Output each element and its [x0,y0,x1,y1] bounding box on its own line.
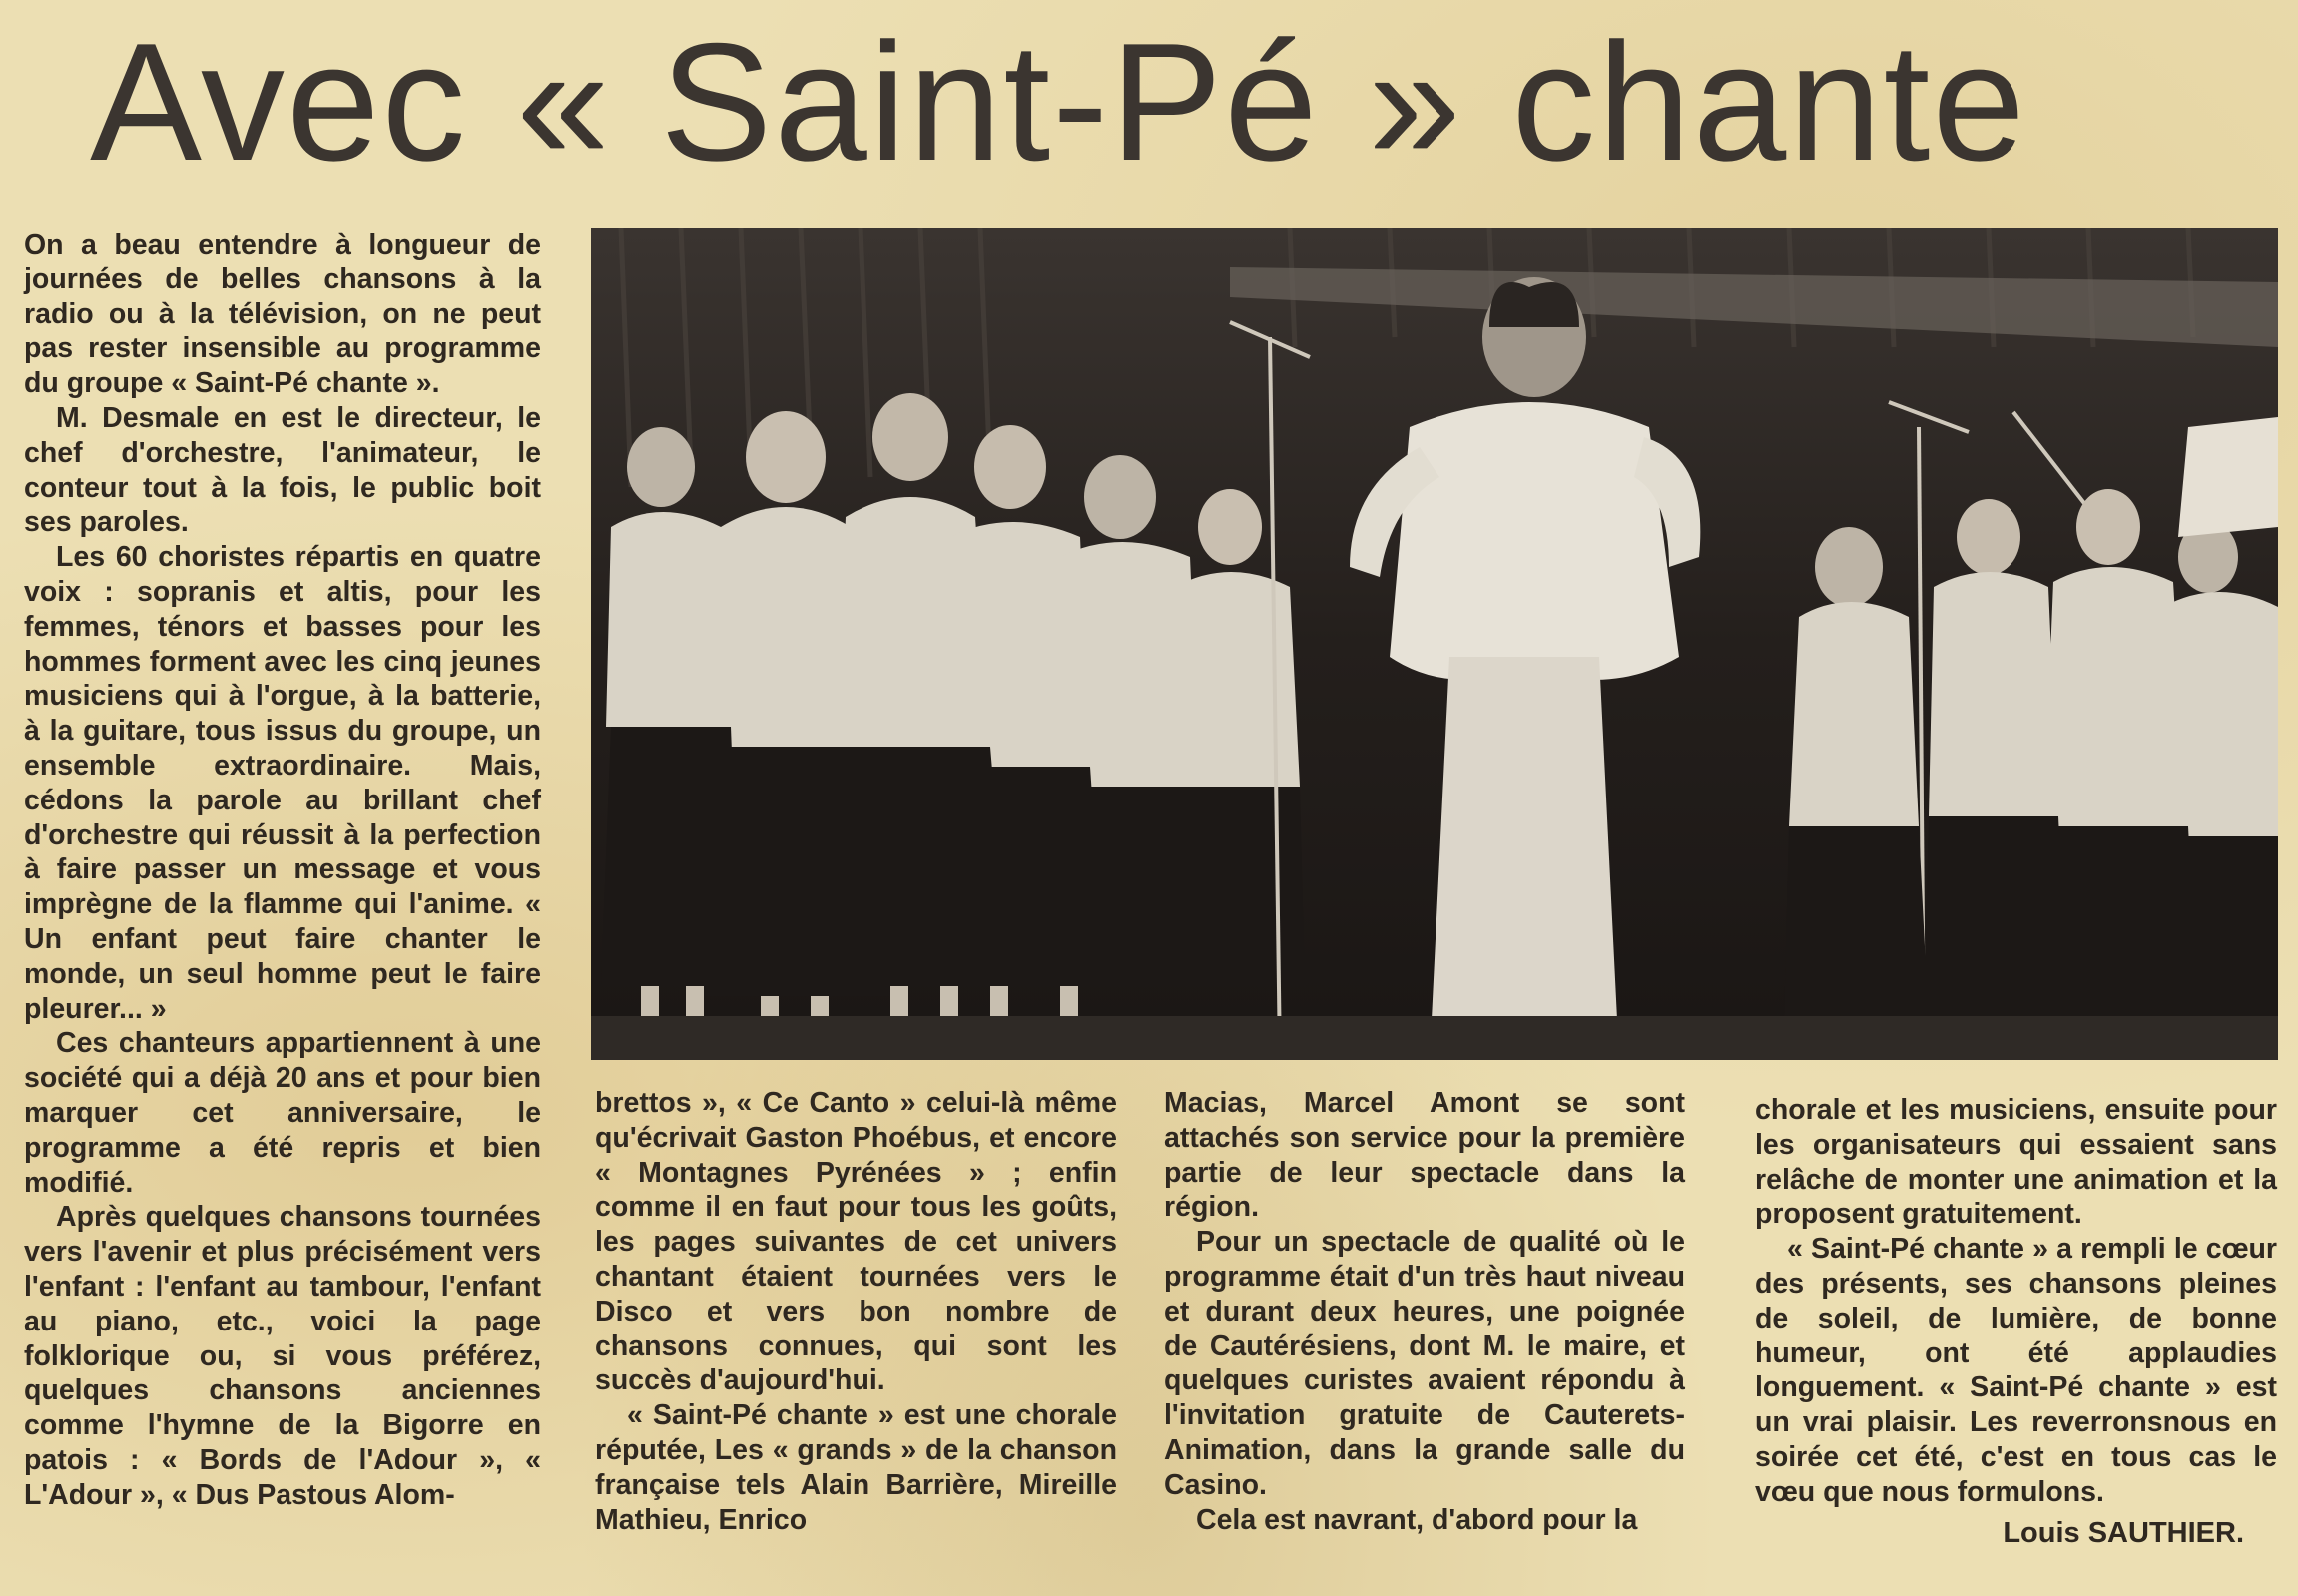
paragraph: Ces chanteurs appartiennent à une société qui a déjà 20 ans et pour bien marquer cet anniversaire, le programme a été repris et bien modifié. [24,1027,541,1199]
paragraph: brettos », « Ce Canto » celui-là même qu'écrivait Gaston Phoébus, et encore « Montagnes Pyrénées » ; enfin comme il en faut pour tous les goûts, les pages suivantes de cet univers chantant étaient tournées vers le Disco et vers bon nombre de chansons connues, qui sont les succès d'aujourd'hui. [595,1087,1117,1397]
paragraph: chorale et les musiciens, ensuite pour les organisateurs qui essaient sans relâche de monter une animation et la proposent gratuitement. [1755,1094,2277,1231]
article-column-4 [1755,1093,2277,1510]
choir-photo-illustration [591,228,2278,1060]
article-column-2 [595,1086,1117,1537]
author-byline: Louis SAUTHIER. [2003,1517,2244,1549]
paragraph: Après quelques chansons tournées vers l'avenir et plus précisément vers l'enfant : l'enfant au tambour, l'enfant au piano, etc., voici la page folklorique ou, si vous préférez, quelques chansons anciennes comme l'hymne de la Bigorre en patois : « Bords de l'Adour », « L'Adour », « Dus Pastous Alom- [24,1201,541,1511]
headline: Avec « Saint-Pé » chante [90,8,2027,196]
paragraph: Les 60 choristes répartis en quatre voix : sopranis et altis, pour les femmes, ténors et basses pour les hommes forment avec les cinq jeunes musiciens qui à l'orgue, à la batterie, à la guitare, tous issus du groupe, un ensemble extraordinaire. Mais, cédons la parole au brillant chef d'orchestre qui réussit à la perfection à faire passer un message et vous imprègne de la flamme qui l'anime. « Un enfant peut faire chanter le monde, un seul homme peut le faire pleurer... » [24,541,541,1025]
paragraph: « Saint-Pé chante » est une chorale réputée, Les « grands » de la chanson française tels Alain Barrière, Mireille Mathieu, Enrico [595,1399,1117,1536]
paragraph: Cela est navrant, d'abord pour la [1196,1503,1638,1536]
paragraph: Pour un spectacle de qualité où le programme était d'un très haut niveau et durant deux heures, une poignée de Cautérésiens, dont M. le maire, et quelques curistes avaient répondu à l'invitation gratuite de Cauterets-Animation, dans la grande salle du Casino. [1164,1226,1685,1501]
paragraph: On a beau entendre à longueur de journées de belles chansons à la radio ou à la télévision, on ne peut pas rester insensible au programme du groupe « Saint-Pé chante ». [24,229,541,400]
paragraph: « Saint-Pé chante » a rempli le cœur des présents, ses chansons pleines de soleil, de lumière, de bonne humeur, ont été applaudies longuement. « Saint-Pé chante » est un vrai plaisir. Les reverronsnous en soirée cet été, c'est en tous cas le vœu que nous formulons. [1755,1233,2277,1508]
paragraph: M. Desmale en est le directeur, le chef d'orchestre, l'animateur, le conteur tout à la fois, le public boit ses paroles. [24,401,541,539]
article-column-1 [24,228,541,1512]
paragraph: Macias, Marcel Amont se sont attachés son service pour la première partie de leur spectacle dans la région. [1164,1087,1685,1224]
article-column-3 [1164,1086,1685,1537]
choir-photo [591,228,2278,1060]
